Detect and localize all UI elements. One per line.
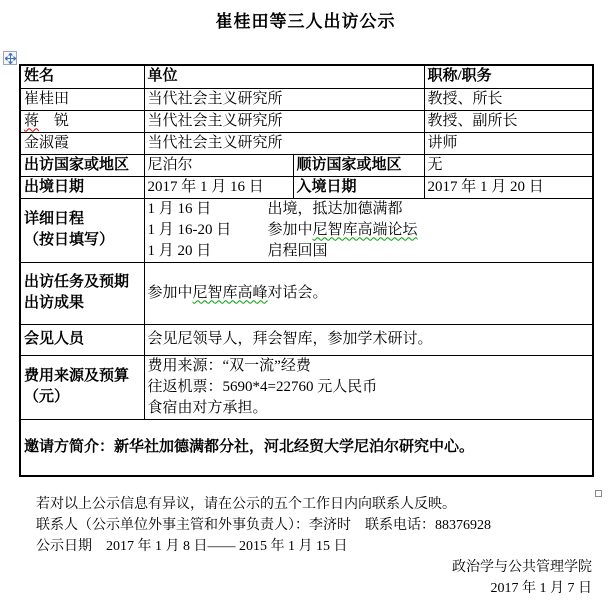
footer-contact: 联系人（公示单位外事主管和外事负责人）：李济时 联系电话：88376928 (36, 518, 491, 533)
person-position: 教授、副所长 (424, 110, 593, 132)
mission-label: 出访任务及预期 出访成果 (20, 262, 144, 324)
budget-line: 费用来源：“双一流”经费 (147, 357, 311, 374)
visit-announcement-table (19, 64, 594, 477)
person-position: 教授、所长 (424, 88, 593, 110)
person-name: 崔桂田 (20, 88, 144, 110)
budget-line: 食宿由对方承担。 (147, 399, 268, 416)
person-name: 金淑霞 (20, 132, 144, 154)
destination-label: 出访国家或地区 (20, 154, 144, 176)
signature-date: 2017 年 1 月 7 日 (490, 581, 592, 596)
table-resize-handle[interactable] (595, 490, 602, 497)
schedule-line: 1 月 16 日 出境，抵达加德满都 (147, 200, 403, 217)
grammar-flagged-text: 尼智库高端论坛 (312, 221, 418, 238)
schedule-line: 1 月 16-20 日 参加中尼智库高端论坛 (147, 221, 418, 238)
budget-label: 费用来源及预算 （元） (20, 355, 144, 419)
grammar-flagged-text: 尼智库高峰 (192, 284, 268, 301)
entry-date-label: 入境日期 (293, 176, 424, 198)
spellcheck-flagged-text: 蒋 (24, 112, 40, 129)
budget-row (20, 355, 593, 419)
footer-block (36, 494, 592, 599)
schedule-line: 1 月 20 日 启程回国 (147, 242, 328, 259)
schedule-label: 详细日程 （按日填写） (20, 198, 144, 262)
person-row (20, 132, 593, 154)
person-name: 蒋 锐 (20, 110, 144, 132)
side-visit-value: 无 (424, 154, 593, 176)
destination-value: 尼泊尔 (144, 154, 293, 176)
mission-content: 参加中尼智库高峰对话会。 (144, 262, 593, 324)
meeting-row (20, 324, 593, 355)
invitation-content: 邀请方简介：新华社加德满都分社，河北经贸大学尼泊尔研究中心。 (20, 419, 593, 476)
page-title: 崔桂田等三人出访公示 (215, 12, 396, 31)
schedule-content (144, 198, 593, 262)
meeting-content: 会见尼领导人，拜会智库，参加学术研讨。 (144, 324, 593, 355)
schedule-row (20, 198, 593, 262)
header-row (20, 65, 593, 88)
person-unit: 当代社会主义研究所 (144, 110, 424, 132)
signature-department: 政治学与公共管理学院 (452, 560, 592, 575)
person-unit: 当代社会主义研究所 (144, 132, 424, 154)
invitation-row (20, 419, 593, 476)
meeting-label: 会见人员 (20, 324, 144, 355)
person-position: 讲师 (424, 132, 593, 154)
person-row (20, 110, 593, 132)
table-move-handle[interactable] (3, 51, 17, 65)
destination-row (20, 154, 593, 176)
dates-row (20, 176, 593, 198)
footer-notice: 若对以上公示信息有异议，请在公示的五个工作日内向联系人反映。 (36, 497, 456, 512)
entry-date-value: 2017 年 1 月 20 日 (424, 176, 593, 198)
move-cross-arrows-icon (5, 53, 16, 64)
mission-row (20, 262, 593, 324)
budget-content (144, 355, 593, 419)
header-unit: 单位 (144, 65, 424, 88)
person-row (20, 88, 593, 110)
footer-publicity-period: 公示日期 2017 年 1 月 8 日—— 2015 年 1 月 15 日 (36, 539, 348, 554)
person-unit: 当代社会主义研究所 (144, 88, 424, 110)
budget-line: 往返机票：5690*4=22760 元人民币 (147, 378, 378, 395)
exit-date-label: 出境日期 (20, 176, 144, 198)
header-position: 职称/职务 (424, 65, 593, 88)
exit-date-value: 2017 年 1 月 16 日 (144, 176, 293, 198)
header-name: 姓名 (20, 65, 144, 88)
side-visit-label: 顺访国家或地区 (293, 154, 424, 176)
